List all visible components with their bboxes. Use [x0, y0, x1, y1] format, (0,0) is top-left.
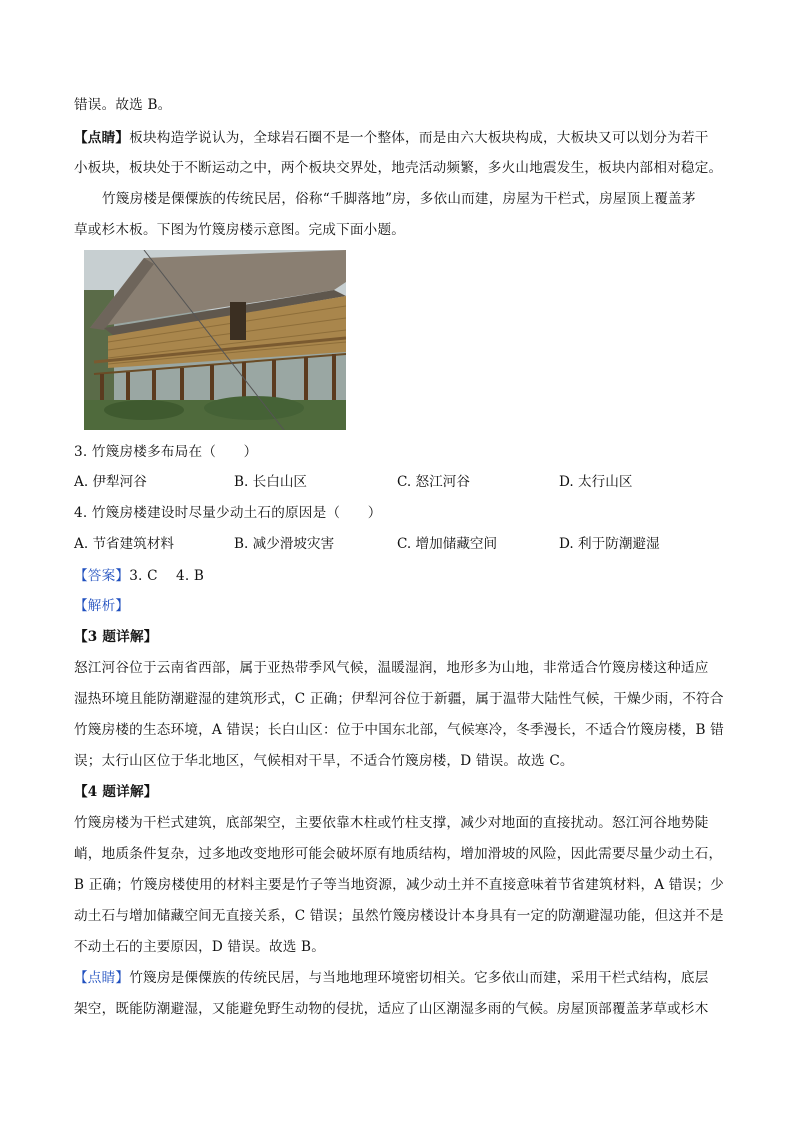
- q4-option-c: C. 增加储藏空间: [397, 536, 498, 552]
- q3-option-b: B. 长白山区: [234, 474, 308, 490]
- q4-option-a: A. 节省建筑材料: [74, 536, 175, 552]
- intro-line: 草或杉木板。下图为竹篾房楼示意图。完成下面小题。: [74, 222, 406, 238]
- q4-option-d: D. 利于防潮避湿: [559, 536, 660, 552]
- detail-4-line: 不动土石的主要原因，D 错误。故选 B。: [74, 939, 326, 955]
- detail-3-tag: 【3 题详解】: [74, 629, 158, 645]
- intro-line: 竹篾房楼是傈僳族的传统民居，俗称“千脚落地”房，多依山而建，房屋为干栏式，房屋顶上覆盖茅: [102, 191, 696, 207]
- tip-2-text: 竹篾房是傈僳族的传统民居，与当地地理环境密切相关。它多依山而建，采用干栏式结构，底层: [129, 970, 709, 986]
- tip-2-paragraph: [74, 968, 724, 988]
- q4-option-b: B. 减少滑坡灾害: [234, 536, 335, 552]
- detail-3-line: 误；太行山区位于华北地区，气候相对干旱，不适合竹篾房楼，D 错误。故选 C。: [74, 753, 574, 769]
- tip-paragraph: [74, 128, 724, 148]
- detail-4-line: B 正确；竹篾房楼使用的材料主要是竹子等当地资源，减少动土并不直接意味着节省建筑材料，A 错误；少: [74, 877, 724, 893]
- tip-2-tag: 【点睛】: [74, 970, 130, 986]
- answer-line: [74, 566, 724, 586]
- text-line: 错误。故选 B。: [74, 97, 172, 113]
- detail-3-line: 怒江河谷位于云南省西部，属于亚热带季风气候，温暖湿润，地形多为山地，非常适合竹篾房楼这种适应: [74, 660, 709, 676]
- q3-option-c: C. 怒江河谷: [397, 474, 470, 490]
- analysis-tag: 【解析】: [74, 598, 130, 614]
- question-3-stem: 3. 竹篾房楼多布局在（ ）: [74, 444, 258, 460]
- tip-tag: 【点睛】: [74, 130, 130, 146]
- tip-text: 板块构造学说认为，全球岩石圈不是一个整体，而是由六大板块构成，大板块又可以划分为若干: [129, 130, 709, 146]
- detail-4-line: 竹篾房楼为干栏式建筑，底部架空，主要依靠木柱或竹柱支撑，减少对地面的直接扰动。怒江河谷地势陡: [74, 815, 709, 831]
- detail-4-line: 动土石与增加储藏空间无直接关系，C 错误；虽然竹篾房楼设计本身具有一定的防潮避湿功能，但这并不是: [74, 908, 724, 924]
- detail-4-tag: 【4 题详解】: [74, 784, 158, 800]
- stilt-house-photo: [84, 250, 346, 430]
- detail-3-line: 竹篾房楼的生态环境，A 错误；长白山区：位于中国东北部，气候寒冷，冬季漫长，不适合竹篾房楼，B 错: [74, 722, 724, 738]
- q3-option-d: D. 太行山区: [559, 474, 633, 490]
- text-line: 小板块，板块处于不断运动之中，两个板块交界处，地壳活动频繁，多火山地震发生，板块内部相对稳定。: [74, 160, 723, 176]
- question-4-stem: 4. 竹篾房楼建设时尽量少动土石的原因是（ ）: [74, 505, 382, 521]
- q3-option-a: A. 伊犁河谷: [74, 474, 147, 490]
- detail-3-line: 湿热环境且能防潮避湿的建筑形式，C 正确；伊犁河谷位于新疆，属于温带大陆性气候，干燥少雨，不符合: [74, 691, 724, 707]
- answer-tag: 【答案】: [74, 568, 130, 584]
- detail-4-line: 峭，地质条件复杂，过多地改变地形可能会破坏原有地质结构，增加滑坡的风险，因此需要尽量少动土石，: [74, 846, 723, 862]
- answer-text: 3. C 4. B: [129, 568, 205, 584]
- tip-2-line: 架空，既能防潮避湿，又能避免野生动物的侵扰，适应了山区潮湿多雨的气候。房屋顶部覆盖茅草或杉木: [74, 1001, 709, 1017]
